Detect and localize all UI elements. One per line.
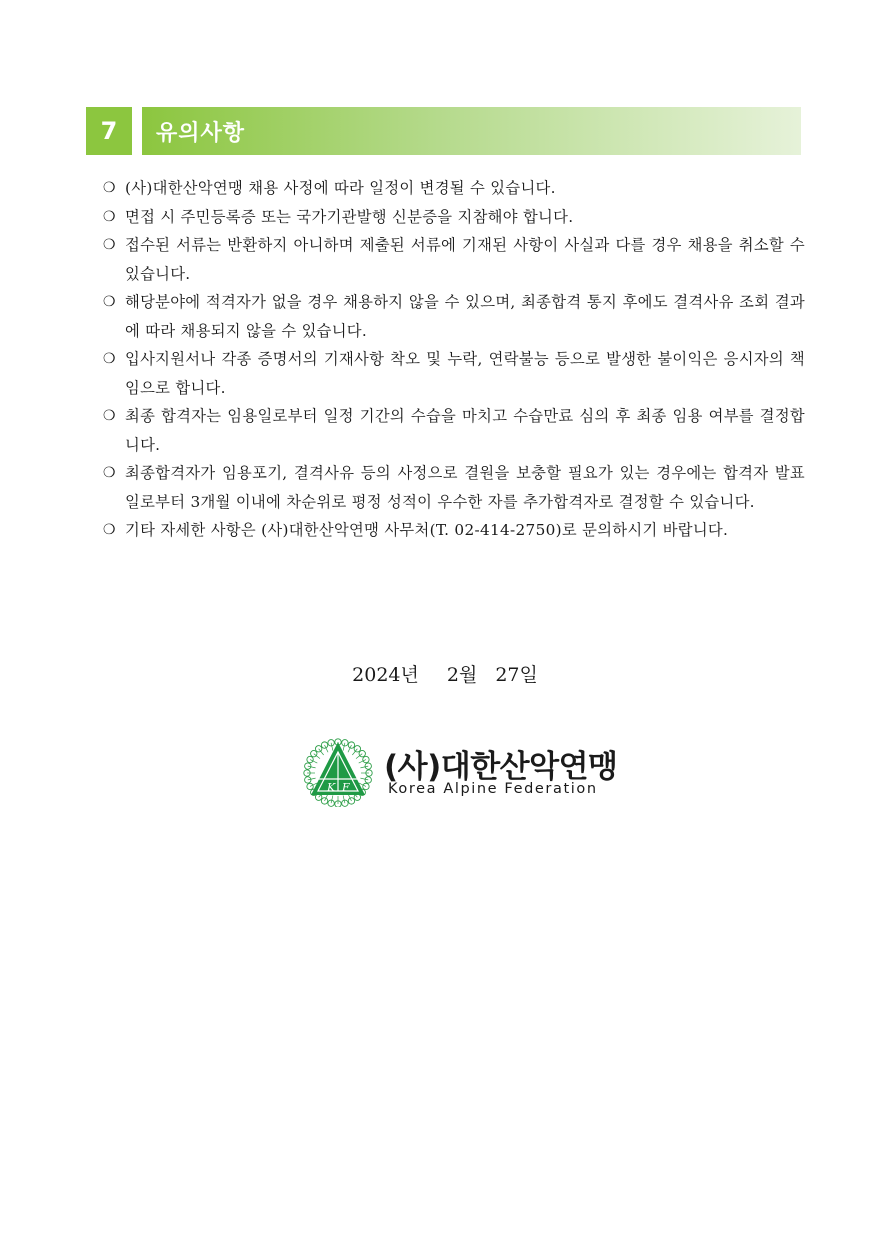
emblem-spoke — [331, 743, 333, 751]
note-text: 최종합격자가 임용포기, 결격사유 등의 사정으로 결원을 보충할 필요가 있는 경우에는 합격자 발표일로부터 3개월 이내에 차순위로 평정 성적이 우수한 자를 추가합격자로 결정할 수 있습니다. — [125, 464, 805, 511]
logo-name-english: Korea Alpine Federation — [388, 781, 598, 797]
emblem-petal — [354, 746, 360, 752]
circle-bullet-icon: ❍ — [103, 180, 116, 196]
note-text: 최종 합격자는 임용일로부터 일정 기간의 수습을 마치고 수습만료 심의 후 최종 임용 여부를 결정합니다. — [125, 407, 805, 454]
list-item — [103, 516, 805, 545]
emblem-spoke — [308, 766, 316, 768]
note-text: 면접 시 주민등록증 또는 국가기관발행 신분증을 지참해야 합니다. — [125, 207, 574, 226]
list-item — [103, 402, 805, 459]
note-text: 접수된 서류는 반환하지 아니하며 제출된 서류에 기재된 사항이 사실과 다를 경우 채용을 취소할 수 있습니다. — [125, 236, 805, 283]
note-text: 해당분야에 적격자가 없을 경우 채용하지 않을 수 있으며, 최종합격 통지 후에도 결격사유 조회 결과에 따라 채용되지 않을 수 있습니다. — [125, 293, 805, 340]
notice-list — [103, 174, 805, 545]
date-month: 2월 — [446, 664, 478, 686]
organization-logo — [302, 735, 622, 807]
note-text: 입사지원서나 각종 증명서의 기재사항 착오 및 누락, 연락불능 등으로 발생한 불이익은 응시자의 책임으로 합니다. — [125, 350, 805, 397]
circle-bullet-icon: ❍ — [103, 465, 116, 481]
circle-bullet-icon: ❍ — [103, 237, 116, 253]
circle-bullet-icon: ❍ — [103, 522, 116, 538]
emblem-spoke — [308, 778, 316, 780]
emblem-petal — [305, 763, 311, 769]
section-header — [86, 107, 801, 155]
mountain-emblem-icon — [302, 735, 374, 807]
circle-bullet-icon: ❍ — [103, 351, 116, 367]
emblem-petal — [315, 746, 321, 752]
emblem-spoke — [343, 743, 345, 751]
emblem-spoke — [343, 795, 345, 803]
logo-name-korean: (사)대한산악연맹 — [384, 749, 618, 785]
emblem-spoke — [360, 766, 368, 768]
circle-bullet-icon: ❍ — [103, 408, 116, 424]
section-number: 7 — [86, 107, 132, 155]
list-item — [103, 459, 805, 516]
list-item — [103, 345, 805, 402]
emblem-spoke — [331, 795, 333, 803]
emblem-petal — [359, 750, 365, 756]
list-item — [103, 231, 805, 288]
list-item — [103, 203, 805, 232]
emblem-spoke — [360, 778, 368, 780]
note-text: (사)대한산악연맹 채용 사정에 따라 일정이 변경될 수 있습니다. — [125, 179, 556, 197]
section-title: 유의사항 — [156, 120, 246, 146]
logo-letter-k: K — [327, 781, 336, 794]
list-item — [103, 174, 805, 203]
circle-bullet-icon: ❍ — [103, 294, 116, 310]
note-text: 기타 자세한 사항은 (사)대한산악연맹 사무처(T. 02-414-2750)로 문의하시기 바랍니다. — [125, 521, 729, 539]
document-date — [0, 660, 890, 687]
logo-letter-f: F — [342, 781, 350, 794]
emblem-petal — [305, 777, 311, 783]
emblem-petal — [311, 750, 317, 756]
date-day: 27일 — [495, 664, 538, 686]
section-title-bar — [142, 107, 801, 155]
circle-bullet-icon: ❍ — [103, 208, 116, 225]
list-item — [103, 288, 805, 345]
date-year: 2024년 — [352, 664, 419, 686]
